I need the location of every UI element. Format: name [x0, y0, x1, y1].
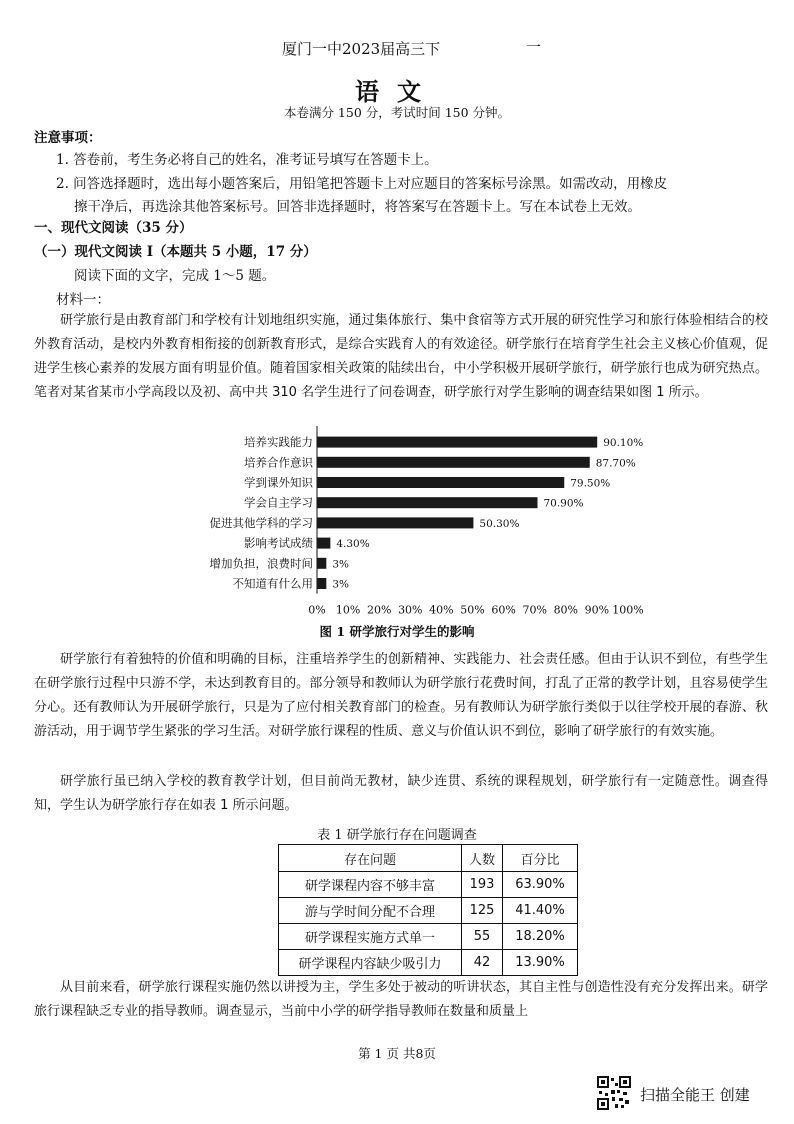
- bar: [317, 457, 590, 468]
- x-tick-label: 0%: [308, 603, 326, 617]
- table-cell: 55: [462, 924, 503, 950]
- notice-heading: 注意事项：: [34, 130, 102, 146]
- data-label: 3%: [332, 558, 350, 571]
- data-label: 50.30%: [479, 517, 520, 530]
- paragraph-4: 从目前来看，研学旅行课程实施仍然以讲授为主，学生多处于被动的听讲状态，其自主性与创造性没有充分发挥出来。研学旅行课程缺乏专业的指导教师。调查显示，当前中小学的研学指导教师在数量和质量上: [34, 980, 768, 1019]
- page-number: 第 1 页 共8页: [358, 1046, 436, 1061]
- category-label: 培养实践能力: [244, 435, 313, 450]
- data-label: 4.30%: [336, 538, 370, 551]
- x-tick-label: 10%: [335, 603, 361, 617]
- table-cell: 41.40%: [503, 898, 578, 924]
- table-cell: 游与学时间分配不合理: [279, 898, 462, 924]
- category-label: 促进其他学科的学习: [209, 515, 313, 530]
- bar: [317, 558, 326, 569]
- x-tick-label: 20%: [366, 603, 392, 617]
- notice-item-1: 1. 答卷前，考生务必将自己的姓名，准考证号填写在答题卡上。: [56, 152, 438, 168]
- subject-title: 语文: [355, 77, 439, 106]
- section-heading: 一、现代文阅读（35 分）: [34, 220, 193, 236]
- data-label: 70.90%: [543, 497, 584, 510]
- table-header-problem: 存在问题: [279, 845, 462, 872]
- table-cell: 63.90%: [503, 872, 578, 898]
- exam-meta: 本卷满分 150 分，考试时间 150 分钟。: [283, 105, 511, 120]
- data-label: 3%: [332, 578, 350, 591]
- impact-bar-chart: [180, 426, 660, 618]
- x-tick-label: 30%: [398, 603, 423, 617]
- material-label: 材料一：: [56, 292, 110, 308]
- table-cell: 42: [462, 950, 503, 976]
- table-cell: 13.90%: [503, 950, 578, 976]
- bar: [317, 517, 473, 528]
- x-tick-label: 40%: [429, 603, 454, 617]
- table-cell: 18.20%: [503, 924, 578, 950]
- table-header-count: 人数: [462, 845, 503, 872]
- bar: [317, 477, 564, 488]
- paragraph-2: 研学旅行有着独特的价值和明确的目标，注重培养学生的创新精神、实践能力、社会责任感。但由于认识不到位，有些学生在研学旅行过程中只游不学，未达到教育目的。部分领导和教师认为研学旅行花费时间，打乱了正常的教学计划，且容易使学生分心。还有教师认为开展研学旅行，只是为了应付相关教育部门的检查。另有教师认为研学旅行类似于以往学校开展的春游、秋游活动，用于调节学生紧张的学习生活。对研学旅行课程的性质、意义与价值认识不到位，影响了研学旅行的有效实施。: [34, 652, 768, 739]
- category-label: 培养合作意识: [244, 455, 313, 470]
- x-tick-label: 60%: [491, 603, 516, 617]
- table-cell: 125: [462, 898, 503, 924]
- x-tick-label: 50%: [460, 603, 485, 617]
- table-row: [279, 924, 578, 950]
- figure-caption: 图 1 研学旅行对学生的影响: [319, 624, 475, 639]
- data-label: 87.70%: [595, 457, 636, 470]
- bar: [317, 578, 326, 589]
- paragraph-3: 研学旅行虽已纳入学校的教育教学计划，但目前尚无教材，缺少连贯、系统的课程规划，研学旅行有一定随意性。调查得知，学生认为研学旅行存在如表 1 所示问题。: [34, 774, 768, 813]
- data-label: 90.10%: [603, 437, 644, 450]
- x-tick-label: 70%: [522, 603, 547, 617]
- category-label: 学会自主学习: [244, 495, 313, 510]
- table-header-percent: 百分比: [503, 845, 578, 872]
- table-caption: 表 1 研学旅行存在问题调查: [317, 828, 477, 843]
- bar: [317, 497, 537, 508]
- exam-title: 厦门一中2023届高三下: [282, 40, 441, 58]
- bar: [317, 538, 330, 549]
- notice-item-2-line-1: 2. 问答选择题时，选出每小题答案后，用铅笔把答题卡上对应题目的答案标号涂黑。如需改动，用橡皮: [56, 176, 668, 192]
- table-row: [279, 898, 578, 924]
- subsection-heading: （一）现代文阅读 I（本题共 5 小题，17 分）: [34, 244, 317, 260]
- table-cell: 研学课程内容缺少吸引力: [279, 950, 462, 976]
- reading-instruction: 阅读下面的文字，完成 1～5 题。: [74, 268, 276, 284]
- table-row: [279, 950, 578, 976]
- x-tick-label: 80%: [553, 603, 579, 617]
- x-tick-label: 90%: [584, 603, 610, 617]
- category-label: 不知道有什么用: [232, 576, 313, 591]
- bar: [317, 437, 597, 448]
- x-tick-label: 100%: [612, 603, 644, 617]
- table-row: [279, 872, 578, 898]
- paragraph-1: 研学旅行是由教育部门和学校有计划地组织实施，通过集体旅行、集中食宿等方式开展的研究性学习和旅行体验相结合的校外教育活动，是校内外教育相衔接的创新教育形式，是综合实践育人的有效途径。研学旅行在培育学生社会主义核心价值观，促进学生核心素养的发展方面有明显价值。随着国家相关政策的陆续出台，中小学积极开展研学旅行，研学旅行也成为研究热点。笔者对某省某市小学高段以及初、高中共 310 名学生进行了问卷调查，研学旅行对学生影响的调查结果如图 1 所示。: [34, 313, 768, 400]
- table-cell: 研学课程内容不够丰富: [279, 872, 462, 898]
- survey-table: [278, 844, 578, 976]
- header-dash: 一: [526, 38, 542, 56]
- category-label: 影响考试成绩: [244, 536, 313, 551]
- category-label: 增加负担，浪费时间: [209, 556, 313, 571]
- data-label: 79.50%: [570, 477, 611, 490]
- table-header-row: [279, 845, 578, 872]
- qr-code-icon: [597, 1076, 631, 1110]
- scanner-watermark: 扫描全能王 创建: [640, 1086, 750, 1104]
- notice-item-2-line-2: 擦干净后，再选涂其他答案标号。回答非选择题时，将答案写在答题卡上。写在本试卷上无效。: [74, 199, 641, 215]
- table-cell: 193: [462, 872, 503, 898]
- table-cell: 研学课程实施方式单一: [279, 924, 462, 950]
- category-label: 学到课外知识: [244, 475, 313, 490]
